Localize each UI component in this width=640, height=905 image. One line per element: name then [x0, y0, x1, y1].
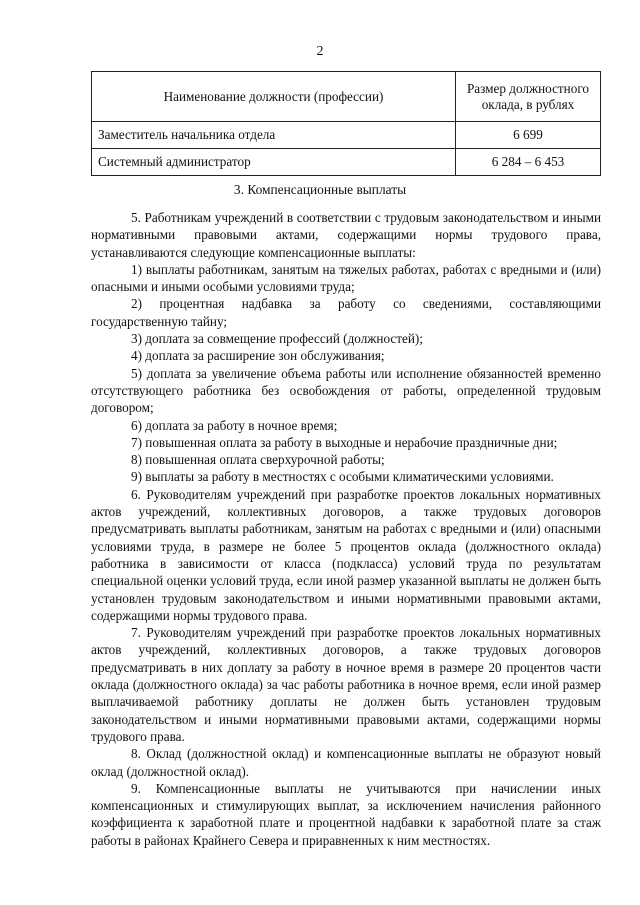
page-number: 2	[316, 44, 324, 59]
list-item-3: 3) доплата за совмещение профессий (должностей);	[131, 331, 423, 347]
salary-table	[91, 71, 601, 176]
paragraph-9: 9. Компенсационные выплаты не учитываются при начислении иных компенсационных и стимулирующих выплат, за исключением начисления районного коэффициента к заработной плате и процентной надбавки к заработной плате за стаж работы в районах Крайнего Севера и приравненных к ним местностях.	[91, 780, 601, 848]
position-cell: Заместитель начальника отдела	[92, 122, 456, 149]
salary-cell: 6 699	[456, 122, 601, 149]
paragraph-8: 8. Оклад (должностной оклад) и компенсационные выплаты не образуют новый оклад (должностной оклад).	[91, 746, 601, 779]
salary-cell: 6 284 – 6 453	[456, 149, 601, 176]
paragraph-6: 6. Руководителям учреждений при разработке проектов локальных нормативных актов учреждений, коллективных договоров, а также трудовых договоров предусматривать выплаты работникам, занятым на работах с вредными и (или) опасными условиями труда, в размере не более 5 процентов оклада (должностного оклада) работника в зависимости от класса (подкласса) условий труда по результатам специальной оценки условий труда, если иной размер указанной выплаты не должен быть установлен трудовым законодательством и иными нормативными правовыми актами, содержащими нормы трудового права.	[91, 486, 601, 623]
list-item-1: 1) выплаты работникам, занятым на тяжелых работах, работах с вредными и (или) опасными и иными особыми условиями труда;	[91, 261, 601, 295]
position-cell: Системный администратор	[92, 149, 456, 176]
list-item-4: 4) доплата за расширение зон обслуживания;	[131, 348, 385, 364]
column-header-position: Наименование должности (профессии)	[92, 72, 456, 122]
table-row	[92, 122, 601, 149]
table-row	[92, 149, 601, 176]
list-item-8: 8) повышенная оплата сверхурочной работы;	[131, 452, 385, 468]
section-title: 3. Компенсационные выплаты	[233, 182, 407, 197]
list-item-9: 9) выплаты за работу в местностях с особыми климатическими условиями.	[131, 469, 554, 485]
list-item-2: 2) процентная надбавка за работу со сведениями, составляющими государственную тайну;	[91, 296, 601, 329]
list-item-7: 7) повышенная оплата за работу в выходные и нерабочие праздничные дни;	[131, 434, 558, 450]
document-body	[91, 209, 601, 849]
table-header-row	[92, 72, 601, 122]
list-item-6: 6) доплата за работу в ночное время;	[131, 417, 338, 433]
paragraph-5: 5. Работникам учреждений в соответствии с трудовым законодательством и иными нормативными правовыми актами, содержащими нормы трудового права, устанавливаются следующие компенсационные выплаты:	[91, 210, 601, 260]
list-item-5: 5) доплата за увеличение объема работы или исполнение обязанностей временно отсутствующего работника без освобождения от работы, определенной трудовым договором;	[91, 365, 601, 416]
paragraph-7: 7. Руководителям учреждений при разработке проектов локальных нормативных актов учреждений, коллективных договоров, а также трудовых договоров предусматривать в них доплату за работу в ночное время в размере 20 процентов части оклада (должностного оклада) за час работы работника в ночное время, если иной размер выплачиваемой работнику доплаты не должен быть установлен трудовым законодательством и иными нормативными правовыми актами, содержащими нормы трудового права.	[91, 625, 601, 744]
column-header-salary: Размер должностного оклада, в рублях	[456, 72, 601, 122]
